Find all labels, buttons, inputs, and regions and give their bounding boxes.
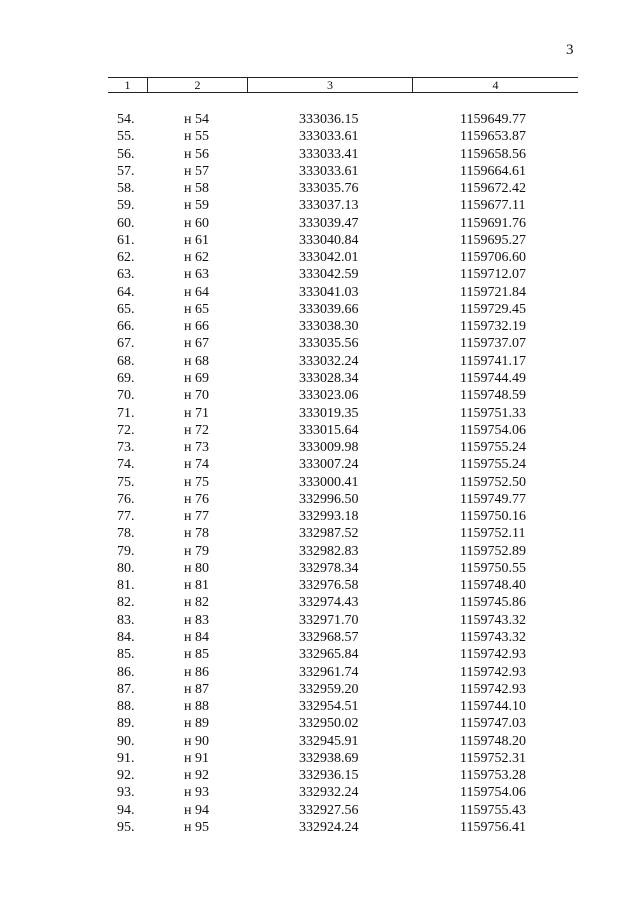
table-row: [0, 370, 639, 387]
y-coordinate: 1159658.56: [460, 146, 526, 162]
point-label: н 84: [184, 629, 209, 645]
x-coordinate: 333019.35: [299, 405, 359, 421]
table-row: [0, 111, 639, 128]
row-number: 67.: [117, 336, 135, 352]
point-label: н 94: [184, 802, 209, 818]
x-coordinate: 332924.24: [299, 819, 359, 835]
x-coordinate: 332978.34: [299, 560, 359, 576]
x-coordinate: 333042.59: [299, 267, 359, 283]
point-label: н 83: [184, 612, 209, 628]
table-row: [0, 146, 639, 163]
y-coordinate: 1159745.86: [460, 595, 526, 611]
y-coordinate: 1159752.50: [460, 474, 526, 490]
point-label: н 74: [184, 457, 209, 473]
row-number: 71.: [117, 405, 135, 421]
table-row: [0, 612, 639, 629]
row-number: 56.: [117, 146, 135, 162]
point-label: н 62: [184, 250, 209, 266]
row-number: 68.: [117, 353, 135, 369]
point-label: н 76: [184, 491, 209, 507]
row-number: 83.: [117, 612, 135, 628]
x-coordinate: 332987.52: [299, 526, 359, 542]
point-label: н 63: [184, 267, 209, 283]
y-coordinate: 1159755.24: [460, 457, 526, 473]
table-row: [0, 784, 639, 801]
point-label: н 68: [184, 353, 209, 369]
table-header: [108, 77, 578, 93]
row-number: 78.: [117, 526, 135, 542]
row-number: 57.: [117, 163, 135, 179]
point-label: н 55: [184, 129, 209, 145]
row-number: 93.: [117, 785, 135, 801]
x-coordinate: 333033.41: [299, 146, 359, 162]
table-row: [0, 335, 639, 352]
point-label: н 71: [184, 405, 209, 421]
table-row: [0, 387, 639, 404]
table-row: [0, 698, 639, 715]
row-number: 91.: [117, 750, 135, 766]
row-number: 88.: [117, 699, 135, 715]
point-label: н 57: [184, 163, 209, 179]
row-number: 63.: [117, 267, 135, 283]
row-number: 55.: [117, 129, 135, 145]
point-label: н 72: [184, 422, 209, 438]
table-row: [0, 215, 639, 232]
x-coordinate: 333039.47: [299, 215, 359, 231]
y-coordinate: 1159743.32: [460, 612, 526, 628]
table-row: [0, 508, 639, 525]
y-coordinate: 1159649.77: [460, 112, 526, 127]
y-coordinate: 1159750.16: [460, 509, 526, 525]
x-coordinate: 332959.20: [299, 681, 359, 697]
x-coordinate: 332976.58: [299, 578, 359, 594]
table-row: [0, 128, 639, 145]
row-number: 54.: [117, 112, 135, 127]
y-coordinate: 1159754.06: [460, 785, 526, 801]
x-coordinate: 333036.15: [299, 112, 359, 127]
row-number: 84.: [117, 629, 135, 645]
row-number: 82.: [117, 595, 135, 611]
table-row: [0, 664, 639, 681]
point-label: н 78: [184, 526, 209, 542]
y-coordinate: 1159748.40: [460, 578, 526, 594]
x-coordinate: 333015.64: [299, 422, 359, 438]
row-number: 92.: [117, 768, 135, 784]
row-number: 81.: [117, 578, 135, 594]
y-coordinate: 1159672.42: [460, 181, 526, 197]
y-coordinate: 1159748.20: [460, 733, 526, 749]
y-coordinate: 1159754.06: [460, 422, 526, 438]
x-coordinate: 333040.84: [299, 232, 359, 248]
point-label: н 93: [184, 785, 209, 801]
x-coordinate: 333028.34: [299, 370, 359, 386]
row-number: 59.: [117, 198, 135, 214]
row-number: 65.: [117, 301, 135, 317]
point-label: н 67: [184, 336, 209, 352]
point-label: н 60: [184, 215, 209, 231]
y-coordinate: 1159742.93: [460, 664, 526, 680]
x-coordinate: 332932.24: [299, 785, 359, 801]
y-coordinate: 1159743.32: [460, 629, 526, 645]
point-label: н 56: [184, 146, 209, 162]
table-row: [0, 405, 639, 422]
y-coordinate: 1159732.19: [460, 319, 526, 335]
table-row: [0, 802, 639, 819]
y-coordinate: 1159742.93: [460, 647, 526, 663]
row-number: 58.: [117, 181, 135, 197]
x-coordinate: 333000.41: [299, 474, 359, 490]
column-header-4: 4: [492, 78, 499, 92]
x-coordinate: 332950.02: [299, 716, 359, 732]
point-label: н 80: [184, 560, 209, 576]
y-coordinate: 1159752.31: [460, 750, 526, 766]
x-coordinate: 333038.30: [299, 319, 359, 335]
y-coordinate: 1159747.03: [460, 716, 526, 732]
table-row: [0, 491, 639, 508]
x-coordinate: 332965.84: [299, 647, 359, 663]
x-coordinate: 332954.51: [299, 699, 359, 715]
y-coordinate: 1159737.07: [460, 336, 526, 352]
table-row: [0, 197, 639, 214]
table-row: [0, 266, 639, 283]
point-label: н 88: [184, 699, 209, 715]
point-label: н 92: [184, 768, 209, 784]
y-coordinate: 1159749.77: [460, 491, 526, 507]
row-number: 74.: [117, 457, 135, 473]
y-coordinate: 1159752.11: [460, 526, 526, 542]
row-number: 80.: [117, 560, 135, 576]
table-row: [0, 301, 639, 318]
table-row: [0, 284, 639, 301]
x-coordinate: 332974.43: [299, 595, 359, 611]
y-coordinate: 1159706.60: [460, 250, 526, 266]
row-number: 85.: [117, 647, 135, 663]
x-coordinate: 333042.01: [299, 250, 359, 266]
y-coordinate: 1159744.10: [460, 699, 526, 715]
table-row: [0, 767, 639, 784]
point-label: н 66: [184, 319, 209, 335]
row-number: 86.: [117, 664, 135, 680]
y-coordinate: 1159750.55: [460, 560, 526, 576]
row-number: 73.: [117, 440, 135, 456]
row-number: 89.: [117, 716, 135, 732]
row-number: 64.: [117, 284, 135, 300]
row-number: 60.: [117, 215, 135, 231]
row-number: 79.: [117, 543, 135, 559]
x-coordinate: 332927.56: [299, 802, 359, 818]
x-coordinate: 333039.66: [299, 301, 359, 317]
point-label: н 70: [184, 388, 209, 404]
point-label: н 75: [184, 474, 209, 490]
y-coordinate: 1159712.07: [460, 267, 526, 283]
row-number: 76.: [117, 491, 135, 507]
point-label: н 87: [184, 681, 209, 697]
point-label: н 65: [184, 301, 209, 317]
table-row: [0, 629, 639, 646]
table-row: [0, 715, 639, 732]
row-number: 66.: [117, 319, 135, 335]
y-coordinate: 1159729.45: [460, 301, 526, 317]
table-row: [0, 525, 639, 542]
table-row: [0, 180, 639, 197]
table-row: [0, 456, 639, 473]
table-row: [0, 750, 639, 767]
point-label: н 64: [184, 284, 209, 300]
y-coordinate: 1159664.61: [460, 163, 526, 179]
point-label: н 58: [184, 181, 209, 197]
column-header-2: 2: [148, 78, 248, 92]
y-coordinate: 1159751.33: [460, 405, 526, 421]
x-coordinate: 332996.50: [299, 491, 359, 507]
row-number: 70.: [117, 388, 135, 404]
row-number: 61.: [117, 232, 135, 248]
x-coordinate: 333007.24: [299, 457, 359, 473]
table-row: [0, 353, 639, 370]
y-coordinate: 1159748.59: [460, 388, 526, 404]
table-row: [0, 577, 639, 594]
page-number: 3: [566, 42, 574, 58]
table-row: [0, 681, 639, 698]
table-row: [0, 733, 639, 750]
row-number: 75.: [117, 474, 135, 490]
table-row: [0, 439, 639, 456]
table-row: [0, 318, 639, 335]
x-coordinate: 333033.61: [299, 163, 359, 179]
coordinates-table-body: [0, 111, 639, 836]
x-coordinate: 332938.69: [299, 750, 359, 766]
x-coordinate: 333023.06: [299, 388, 359, 404]
x-coordinate: 333041.03: [299, 284, 359, 300]
y-coordinate: 1159653.87: [460, 129, 526, 145]
column-header-3: 3: [248, 78, 413, 92]
row-number: 72.: [117, 422, 135, 438]
table-row: [0, 560, 639, 577]
table-row: [0, 594, 639, 611]
y-coordinate: 1159755.24: [460, 440, 526, 456]
x-coordinate: 333032.24: [299, 353, 359, 369]
y-coordinate: 1159753.28: [460, 768, 526, 784]
x-coordinate: 333035.76: [299, 181, 359, 197]
point-label: н 86: [184, 664, 209, 680]
x-coordinate: 333037.13: [299, 198, 359, 214]
row-number: 95.: [117, 819, 135, 835]
y-coordinate: 1159741.17: [460, 353, 526, 369]
y-coordinate: 1159744.49: [460, 370, 526, 386]
table-row: [0, 249, 639, 266]
point-label: н 90: [184, 733, 209, 749]
point-label: н 73: [184, 440, 209, 456]
y-coordinate: 1159755.43: [460, 802, 526, 818]
point-label: н 95: [184, 819, 209, 835]
row-number: 90.: [117, 733, 135, 749]
table-row: [0, 646, 639, 663]
x-coordinate: 332971.70: [299, 612, 359, 628]
y-coordinate: 1159756.41: [460, 819, 526, 835]
y-coordinate: 1159721.84: [460, 284, 526, 300]
table-row: [0, 543, 639, 560]
x-coordinate: 332968.57: [299, 629, 359, 645]
x-coordinate: 333009.98: [299, 440, 359, 456]
table-row: [0, 163, 639, 180]
point-label: н 89: [184, 716, 209, 732]
y-coordinate: 1159677.11: [460, 198, 526, 214]
point-label: н 79: [184, 543, 209, 559]
x-coordinate: 332945.91: [299, 733, 359, 749]
point-label: н 59: [184, 198, 209, 214]
x-coordinate: 332961.74: [299, 664, 359, 680]
row-number: 69.: [117, 370, 135, 386]
x-coordinate: 333035.56: [299, 336, 359, 352]
point-label: н 85: [184, 647, 209, 663]
column-header-1: 1: [108, 78, 148, 92]
table-row: [0, 232, 639, 249]
y-coordinate: 1159695.27: [460, 232, 526, 248]
point-label: н 77: [184, 509, 209, 525]
x-coordinate: 332993.18: [299, 509, 359, 525]
row-number: 62.: [117, 250, 135, 266]
row-number: 77.: [117, 509, 135, 525]
table-row: [0, 474, 639, 491]
x-coordinate: 332982.83: [299, 543, 359, 559]
table-row: [0, 422, 639, 439]
row-number: 87.: [117, 681, 135, 697]
y-coordinate: 1159752.89: [460, 543, 526, 559]
table-row: [0, 819, 639, 836]
point-label: н 81: [184, 578, 209, 594]
point-label: н 61: [184, 232, 209, 248]
x-coordinate: 333033.61: [299, 129, 359, 145]
point-label: н 91: [184, 750, 209, 766]
y-coordinate: 1159742.93: [460, 681, 526, 697]
point-label: н 69: [184, 370, 209, 386]
x-coordinate: 332936.15: [299, 768, 359, 784]
row-number: 94.: [117, 802, 135, 818]
point-label: н 54: [184, 112, 209, 127]
point-label: н 82: [184, 595, 209, 611]
y-coordinate: 1159691.76: [460, 215, 526, 231]
